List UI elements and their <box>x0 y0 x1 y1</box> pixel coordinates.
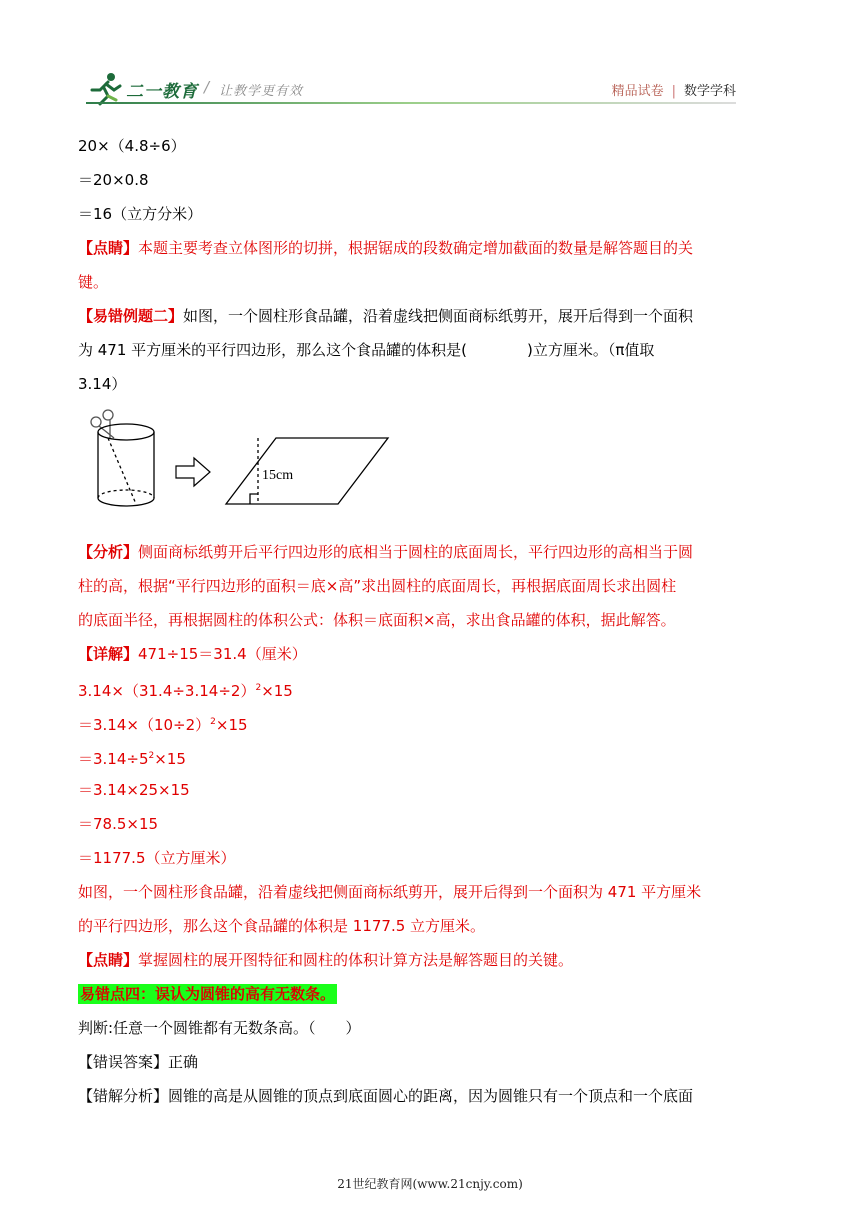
example-text: 如图，一个圆柱形食品罐，沿着虚线把侧面商标纸剪开，展开后得到一个面积 <box>183 307 694 325</box>
section-heading <box>78 982 788 1006</box>
remark-text: 掌握圆柱的展开图特征和圆柱的体积计算方法是解答题目的关键。 <box>138 951 574 969</box>
exponent: 2 <box>210 717 216 727</box>
page-footer: 21世纪教育网(www.21cnjy.com) <box>337 1177 523 1191</box>
page-header <box>0 0 860 120</box>
logo-slash: / <box>204 78 210 96</box>
solution-line <box>78 676 788 703</box>
logo-brand: 二一教育 <box>126 82 198 102</box>
cylinder-figure <box>86 408 396 518</box>
expr-part: ×15 <box>215 716 248 734</box>
solution-line: ＝1177.5（立方厘米） <box>78 849 236 867</box>
wrong-answer-line: 【错误答案】正确 <box>78 1053 199 1071</box>
remark-line <box>78 236 788 260</box>
example-line <box>78 304 788 328</box>
example-tag: 【易错例题二】 <box>78 307 184 325</box>
subject-label: 数学学科 <box>683 84 736 99</box>
solution-line: ＝78.5×15 <box>78 815 159 833</box>
analysis-text: 侧面商标纸剪开后平行四边形的底相当于圆柱的底面周长，平行四边形的高相当于圆 <box>138 543 694 561</box>
parallelogram-shape <box>226 438 388 504</box>
cylinder-shape <box>98 424 154 506</box>
expr-part: ＝3.14×（10÷2） <box>78 716 211 734</box>
header-separator: | <box>671 84 676 99</box>
cylinder-diagram <box>86 408 396 518</box>
runner-icon <box>86 72 126 106</box>
text-line: ＝20×0.8 <box>78 171 149 189</box>
logo-slogan: 让教学更有效 <box>219 84 304 99</box>
highlighted-heading: 易错点四：误认为圆锥的高有无数条。 <box>80 985 336 1003</box>
remark-tag: 【点睛】 <box>78 239 139 257</box>
height-label: 15cm <box>262 468 294 483</box>
expr-part: ×15 <box>261 682 293 700</box>
error-analysis-tag: 【错解分析】 <box>78 1087 169 1105</box>
expr-part: ＝3.14÷5 <box>78 750 149 768</box>
analysis-tag: 【分析】 <box>78 543 139 561</box>
remark-text: 本题主要考查立体图形的切拼，根据锯成的段数确定增加截面的数量是解答题目的关 <box>138 239 694 257</box>
answer-line: 的平行四边形，那么这个食品罐的体积是 1177.5 立方厘米。 <box>78 917 486 935</box>
solution-line <box>78 744 788 771</box>
logo <box>86 72 326 106</box>
exam-label: 精品试卷 <box>611 84 664 99</box>
remark-line: 键。 <box>78 273 109 291</box>
text-line: 3.14） <box>78 375 127 393</box>
remark-line <box>78 948 788 972</box>
answer-line: 如图，一个圆柱形食品罐，沿着虚线把侧面商标纸剪开，展开后得到一个面积为 471 平方厘米 <box>78 883 702 901</box>
solution-line <box>78 642 788 666</box>
exponent: 2 <box>255 683 262 693</box>
remark-tag: 【点睛】 <box>78 951 139 969</box>
error-analysis-line <box>78 1084 788 1108</box>
expr-part: 3.14×（31.4÷3.14÷2） <box>78 682 256 700</box>
text-line: 20×（4.8÷6） <box>78 137 186 155</box>
text-line: 为 471 平方厘米的平行四边形，那么这个食品罐的体积是( )立方厘米。（π值取 <box>78 341 655 359</box>
scissors-icon <box>91 410 114 438</box>
header-tags <box>612 80 736 99</box>
text-line: ＝16（立方分米） <box>78 205 203 223</box>
analysis-line <box>78 540 788 564</box>
analysis-line: 的底面半径，再根据圆柱的体积公式：体积＝底面积×高，求出食品罐的体积，据此解答。 <box>78 611 676 629</box>
solution-tag: 【详解】 <box>78 645 139 663</box>
question-line: 判断:任意一个圆锥都有无数条高。（ ） <box>78 1019 361 1037</box>
solution-text: 471÷15＝31.4（厘米） <box>138 645 307 663</box>
solution-line <box>78 710 788 737</box>
expr-part: ×15 <box>154 750 186 768</box>
arrow-icon <box>176 458 210 486</box>
exponent: 2 <box>148 751 155 761</box>
analysis-line: 柱的高，根据“平行四边形的面积＝底×高”求出圆柱的底面周长，再根据底面周长求出圆柱 <box>78 577 677 595</box>
solution-line: ＝3.14×25×15 <box>78 781 190 799</box>
error-analysis-text: 圆锥的高是从圆锥的顶点到底面圆心的距离，因为圆锥只有一个顶点和一个底面 <box>168 1087 694 1105</box>
header-divider <box>86 102 736 104</box>
